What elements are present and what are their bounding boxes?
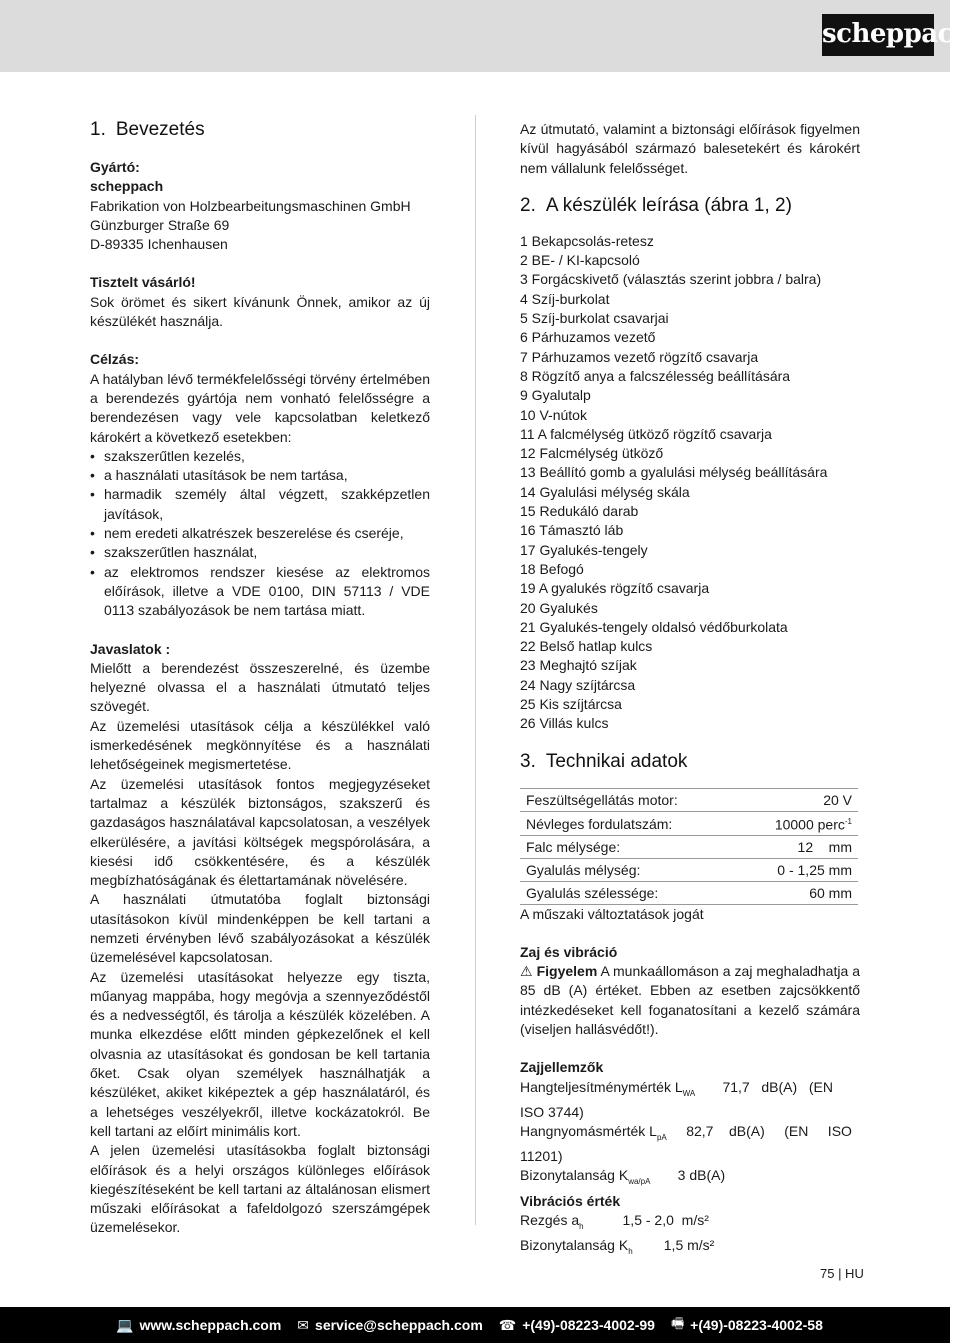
section-heading-3: 3. Technikai adatok [520, 750, 688, 772]
table-value: 60 mm [739, 881, 858, 904]
part-item: 5 Szíj-burkolat csavarjai [520, 310, 669, 327]
table-label: Falc mélysége: [520, 835, 739, 858]
tech-data-table [520, 788, 858, 905]
part-item: 13 Beállító gomb a gyalulási mélység beállítására [520, 464, 828, 481]
ah-row: Rezgés $a_h$ 1,5 - 2,0 m/s² [520, 1211, 709, 1231]
header-bar [0, 0, 971, 72]
scheppach-logo: scheppach [822, 14, 934, 56]
part-item: 7 Párhuzamos vezető rögzítő csavarja [520, 348, 759, 365]
footer-bar [0, 1307, 950, 1343]
footer-website[interactable]: 💻 www.scheppach.com [116, 1316, 282, 1333]
table-row [520, 858, 858, 881]
list-item: • a használati utasítások be nem tartása, [90, 466, 430, 485]
lwa-row-cont: ISO 3744) [520, 1103, 584, 1120]
table-row [520, 811, 858, 835]
part-item: 3 Forgácskivető (választás szerint jobbra / balra) [520, 271, 822, 288]
part-item: 9 Gyalutalp [520, 387, 591, 404]
column-divider [475, 115, 476, 1225]
kh-row: Bizonytalanság $K_h$ 1,5 m/s² [520, 1236, 715, 1256]
table-row [520, 835, 858, 858]
manufacturer-line: D-89335 Ichenhausen [90, 236, 228, 253]
part-item: 20 Gyalukés [520, 599, 598, 616]
right-column [520, 120, 860, 1261]
vibration-heading: Vibrációs érték [520, 1192, 621, 1209]
part-item: 10 V-nútok [520, 406, 587, 423]
footer-email[interactable]: ✉ service@scheppach.com [297, 1316, 483, 1333]
aim-text: A hatályban lévő termékfelelősségi törvény értelmében a berendezés gyártója nem vonható felelősségre a berendezésen vagy vele kapcsolatban keletkező károkért a következő esetekben: [90, 370, 430, 445]
table-value: 12 mm [739, 835, 858, 858]
table-row [520, 788, 858, 811]
liability-text: Az útmutató, valamint a biztonsági előírások figyelmen kívül hagyásából származó balesetekért és károkért nem vállalunk felelősséget. [520, 121, 860, 176]
table-label: Gyalulás szélessége: [520, 881, 739, 904]
part-item: 19 A gyalukés rögzítő csavarja [520, 580, 710, 597]
manufacturer-line: Fabrikation von Holzbearbeitungsmaschinen GmbH [90, 197, 411, 214]
recommendation-paragraph: Az üzemelési utasítások fontos megjegyzéseket tartalmaz a készülék biztonságos, szakszerű és gazdaságos használatával kapcsolatosan, a veszélyek elkerülésére, a javítási költségek megspórolására, a kiesési idő csökkentésére, és a készülék megbízhatóságának és élettartamának növelésére. [90, 775, 430, 889]
footer-fax: 🖷 +(49)-08223-4002-58 [671, 1313, 823, 1337]
manufacturer-label: Gyártó: [90, 159, 140, 175]
part-item: 23 Meghajtó szíjak [520, 657, 637, 674]
lpa-row-cont: 11201) [520, 1148, 563, 1165]
part-item: 24 Nagy szíjtárcsa [520, 676, 636, 693]
phone-icon: ☎ [498, 1316, 517, 1333]
part-item: 25 Kis szíjtárcsa [520, 696, 622, 713]
warning-text: ⚠ Figyelem A munkaállomáson a zaj meghaladhatja a 85 dB (A) értéket. Ebben az esetben zajcsökkentő intézkedéseket kell foganatosítani a kezelő számára (viseljen hallásvédőt!). [520, 963, 860, 1038]
list-item: • szakszerűtlen használat, [90, 543, 430, 562]
greeting-label: Tisztelt vásárló! [90, 274, 196, 291]
lwa-row: Hangteljesítménymérték $L_{WA}$ 71,7 dB(A) (EN [520, 1078, 833, 1098]
list-item: • szakszerűtlen kezelés, [90, 447, 430, 466]
part-item: 1 Bekapcsolás-retesz [520, 232, 654, 249]
part-item: 22 Belső hatlap kulcs [520, 638, 653, 655]
greeting-text: Sok örömet és sikert kívánunk Önnek, amikor az új készülékét használja. [90, 293, 430, 330]
list-item: • harmadik személy által végzett, szakképzetlen javítások, [90, 485, 430, 524]
part-item: 26 Villás kulcs [520, 715, 609, 732]
table-value: 0 - 1,25 mm [739, 858, 858, 881]
k-row: Bizonytalanság $K_{wa/pA}$ 3 dB(A) [520, 1167, 726, 1187]
noise-heading: Zaj és vibráció [520, 943, 618, 960]
footer-phone[interactable]: ☎ +(49)-08223-4002-99 [498, 1316, 655, 1333]
fax-icon: 🖷 [670, 1315, 685, 1331]
recommendation-paragraph: Az üzemelési utasításokat helyezze egy tiszta, műanyag mappába, hogy megóvja a szennyeződéstől és a nedvességtől, és tárolja a készülék közelében. A munka elkezdése előtt minden gépkezelőnek el kell olvasnia az utasításokat és gondosan be kell tartania őket. Csak olyan személyek használhatják a készüléket, akiket kiképeztek a gép használatáról, és a lehetséges veszélyekről, illetve kockázatokról. Be kell tartani az előírt minimális kort. [90, 968, 430, 1139]
section-heading-2: 2. A készülék leírása (ábra 1, 2) [520, 194, 792, 216]
part-item: 14 Gyalulási mélység skála [520, 483, 690, 500]
lpa-row: Hangnyomásmérték $L_{pA}$ 82,7 dB(A) (EN ISO [520, 1123, 852, 1142]
table-label: Feszültségellátás motor: [520, 788, 739, 811]
page-number: 75 | HU [820, 1266, 864, 1281]
aim-label: Célzás: [90, 351, 140, 368]
part-item: 16 Támasztó láb [520, 522, 624, 539]
aim-list [90, 447, 430, 621]
part-item: 17 Gyalukés-tengely [520, 541, 648, 558]
part-item: 12 Falcmélység ütköző [520, 445, 664, 462]
list-item: • nem eredeti alkatrészek beszerelése és cseréje, [90, 524, 430, 543]
table-value: 20 V [739, 788, 858, 811]
recommendation-paragraph: A használati útmutatóba foglalt biztonsági utasításokon kívül mindenképpen be kell tartani a nemzeti érvényben lévő szabályozásokat a készülék üzemelésével kapcsolatosan. [90, 891, 430, 966]
recommendation-paragraph: Az üzemelési utasítások célja a készülékkel való ismerkedésének megkönnyítése és a használati lehetőségeinek megismertetése. [90, 717, 430, 773]
noise-characteristics-heading: Zajjellemzők [520, 1059, 604, 1076]
part-item: 18 Befogó [520, 560, 584, 577]
part-item: 2 BE- / KI-kapcsoló [520, 252, 640, 269]
parts-list [520, 232, 860, 734]
recommendations-label: Javaslatok : [90, 640, 171, 657]
part-item: 4 Szíj-burkolat [520, 290, 610, 307]
table-row [520, 881, 858, 904]
warning-icon: ⚠ [520, 963, 533, 980]
part-item: 15 Redukáló darab [520, 503, 639, 520]
part-item: 8 Rögzítő anya a falcszélesség beállítására [520, 367, 791, 384]
part-item: 6 Párhuzamos vezető [520, 329, 656, 346]
mail-icon: ✉ [297, 1316, 310, 1333]
recommendation-paragraph: Mielőtt a berendezést összeszerelné, és üzembe helyezné olvassa el a használati útmutató teljes szövegét. [90, 659, 430, 715]
section-heading-1: 1. Bevezetés [90, 119, 205, 140]
table-value: 10000 perc$^{-1}$ [739, 811, 858, 835]
computer-icon: 💻 [116, 1316, 134, 1333]
table-label: Névleges fordulatszám: [520, 811, 739, 835]
list-item: • az elektromos rendszer kiesése az elektromos előírások, illetve a VDE 0100, DIN 57113 / VDE 0113 szabályozások be nem tartása miatt. [90, 563, 430, 621]
left-column [90, 118, 430, 1238]
part-item: 21 Gyalukés-tengely oldalsó védőburkolata [520, 618, 788, 635]
recommendation-paragraph: A jelen üzemelési utasításokba foglalt biztonsági előírások és a helyi országos különleges előírások kiegészítéseként be kell tartani az általánosan elismert műszaki előírásokat a fafeldolgozó szerszámgépek üzemelésekor. [90, 1142, 430, 1236]
manufacturer-line: Günzburger Straße 69 [90, 216, 230, 233]
part-item: 11 A falcmélység ütköző rögzítő csavarja [520, 425, 772, 442]
manufacturer-name: scheppach [90, 178, 164, 195]
table-label: Gyalulás mélység: [520, 858, 739, 881]
tech-note: A műszaki változtatások jogát [520, 905, 704, 922]
